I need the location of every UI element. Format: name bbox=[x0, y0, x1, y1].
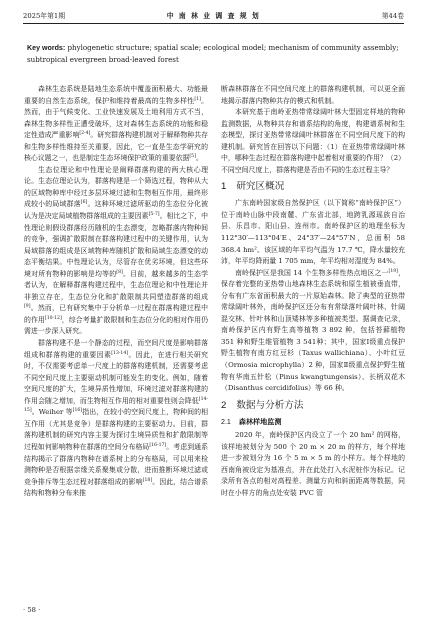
paragraph: 本研究基于南岭亚热带常绿阔叶林大型固定样地的物种监测数据，从物种共存和谱系结构的角度，构建谱系树和生态模型，探讨亚热带常绿阔叶林群落在不同空间尺度下的构建机制。研究旨在回答以下问题：（1）在亚热带常绿阔叶林中，哪种生态过程在群落构建中起着相对重要的作用？（2）不同空间尺度上，群落构建是否由不同的生态过程主导？ bbox=[221, 108, 405, 174]
volume-label: 第44卷 bbox=[381, 12, 404, 20]
section-title: 数据与分析方法 bbox=[236, 399, 304, 411]
section-heading-1 bbox=[221, 180, 405, 193]
page-header bbox=[23, 10, 404, 22]
subsection-number: 2.1 bbox=[221, 417, 231, 426]
section-number: 2 bbox=[221, 399, 227, 411]
subsection-heading bbox=[221, 417, 405, 429]
paragraph: 群落构建不是一个静态的过程，而空间尺度是影响群落组成和群落构建的重要因素[13-14]。因此，在进行相关研究时，不仅需要考虑单一尺度上的群落构建机制，还需要考虑不同空间尺度上主要驱动机制可能发生的变化。例如，随着空间尺度的扩大，生境异质性增加，环境过滤对群落构建的作用会随之增加，而生物相互作用的相对重要性则会降低[14-15]。Weiher 等[16]指出，在较小的空间尺度上，物种间的相互作用（尤其是竞争）是群落构建的主要驱动力。目前，群落构建机制的研究内容主要为探讨生境异质性和扩散限制等过程如何影响物种在群落的空间分布格局[16-17]。考虑到通系结构揭示了群落内物种在谱系树上的分布格局，可以用来检测物种是否根据亲缘关系聚集或分散，进而推断环境过滤或竞争排斥等生态过程对群落组成的影响[18]。因此，结合谱系结构和物种分布来推 bbox=[24, 339, 209, 498]
page-number: · 58 · bbox=[23, 606, 41, 614]
section-number: 1 bbox=[221, 181, 227, 193]
paragraph: 森林生态系统是陆地生态系统中覆盖面积最大、功能最重要的自然生态系统，保护和维持着最高的生物多样性[1]。然而，由于气候变化、工业快速发展及土地利用方式不当，森林生物多样性正遭受破坏，这对森林生态系统的功能和稳定性造成严重影响[2-4]。研究群落构建机制对于解释物种共存和生物多样性维持至关重要，因此，它一直是生态学研究的核心议题之一，也是制定生态环境保护政策的重要依据[5]。 bbox=[24, 85, 209, 163]
keywords-label: Key words: bbox=[27, 44, 66, 52]
right-column bbox=[221, 84, 405, 500]
left-column bbox=[24, 84, 208, 500]
issue-label: 2025年第1期 bbox=[23, 12, 66, 20]
section-title: 研究区概况 bbox=[236, 181, 285, 193]
paragraph: 生态位理论和中性理论是阐释群落构建的两大核心理论。生态位理论认为，群落构建是一个筛选过程，物种从大的区域物种库中经过多层环境过滤和生物相互作用，最终形成较小的局域群落[6]。这种环境过滤所驱动的生态位分化被认为是决定局域植物群落组成的主要因素[5-7]。相比之下，中性理论则假设群落经历随机的生态漂变，忽略群落内物种间的竞争，强调扩散限制在群落构建过程中的关键作用，认为局域群落的组成是区域物种库随机扩散和局域生态漂变的动态平衡结果。中性理论认为，尽管存在优劣环境，但这些环境对所有物种的影响是均等的[8]。目前，越来越多的生态学者认为，在解释群落构建过程中，生态位理论和中性理论并非独立存在，生态位分化和扩散限制共同塑造群落的组成[9]。然而，已有研究集中于分析单一过程在群落构建过程中的作用[10-12]，综合考量扩散限制和生态位分化的相对作用仍需进一步深入研究。 bbox=[24, 165, 209, 336]
subsection-title: 森林样地监测 bbox=[238, 417, 282, 426]
keywords-text: phylogenetic structure; spatial scale; ecological model; mechanism of community assembly; subtropical evergreen broad-leaved forest bbox=[27, 43, 399, 64]
paragraph: 南岭保护区是我国 14 个生物多样性热点地区之一[19]，保存着完整的亚热带山地森林生态系统和原生植被垂直带，分布有广东省面积最大的一片原始森林。除了典型的亚热带常绿阔叶林外，南岭保护区还分布有常绿落叶阔叶林、针阔混交林、针叶林和山顶矮林等多种植被类型。据调查记录，南岭保护区内有野生高等植物 3 892 种，包括苔藓植物 351 种和野生维管植物 3 541种；其中，国家Ⅰ级重点保护野生植物有南方红豆杉（Taxus wallichiana）、小叶红豆（Ormosia microphylla）2 种，国家Ⅱ级重点保护野生植物有华南五针松（Pinus kwangtungensis）、长柄双花木（Disanthus cercidifolius）等 66 种。 bbox=[221, 268, 405, 393]
header-rule bbox=[23, 23, 404, 24]
journal-title: 中 南 林 业 调 查 规 划 bbox=[166, 12, 261, 20]
paragraph: 广东南岭国家级自然保护区（以下简称“南岭保护区”）位于南岭山脉中段南麓、广东省北部，地跨乳源瑶族自治县、乐昌市、阳山县、连州市。南岭保护区的地理坐标为 112°30′—113°04′E、24°37′—24°57′N，总面积 58 368.4 hm²。该区域的年平均气温为 17.7 ℃，降水量较充沛，年平均降雨量 1 705 mm，年平均相对湿度为 84%。 bbox=[221, 199, 405, 266]
paragraph: 断森林群落在不同空间尺度上的群落构建机制，可以更全面地揭示群落内物种共存的模式和机制。 bbox=[221, 85, 405, 105]
keywords bbox=[27, 42, 399, 66]
section-heading-2 bbox=[221, 399, 405, 412]
paragraph: 2020 年，南岭保护区内设立了一个 20 hm² 的网格，该样地被划分为 500 个 20 m × 20 m 的样方，每个样地进一步被划分为 16 个 5 m × 5 m 的小样方。每个样地的西南角被设定为基准点，并在此处打入水泥桩作为标记。记录所有各点的相对高程差、测量方向和斜面距离等数据，同时在小样方的角点处安装 PVC 管 bbox=[221, 431, 405, 497]
